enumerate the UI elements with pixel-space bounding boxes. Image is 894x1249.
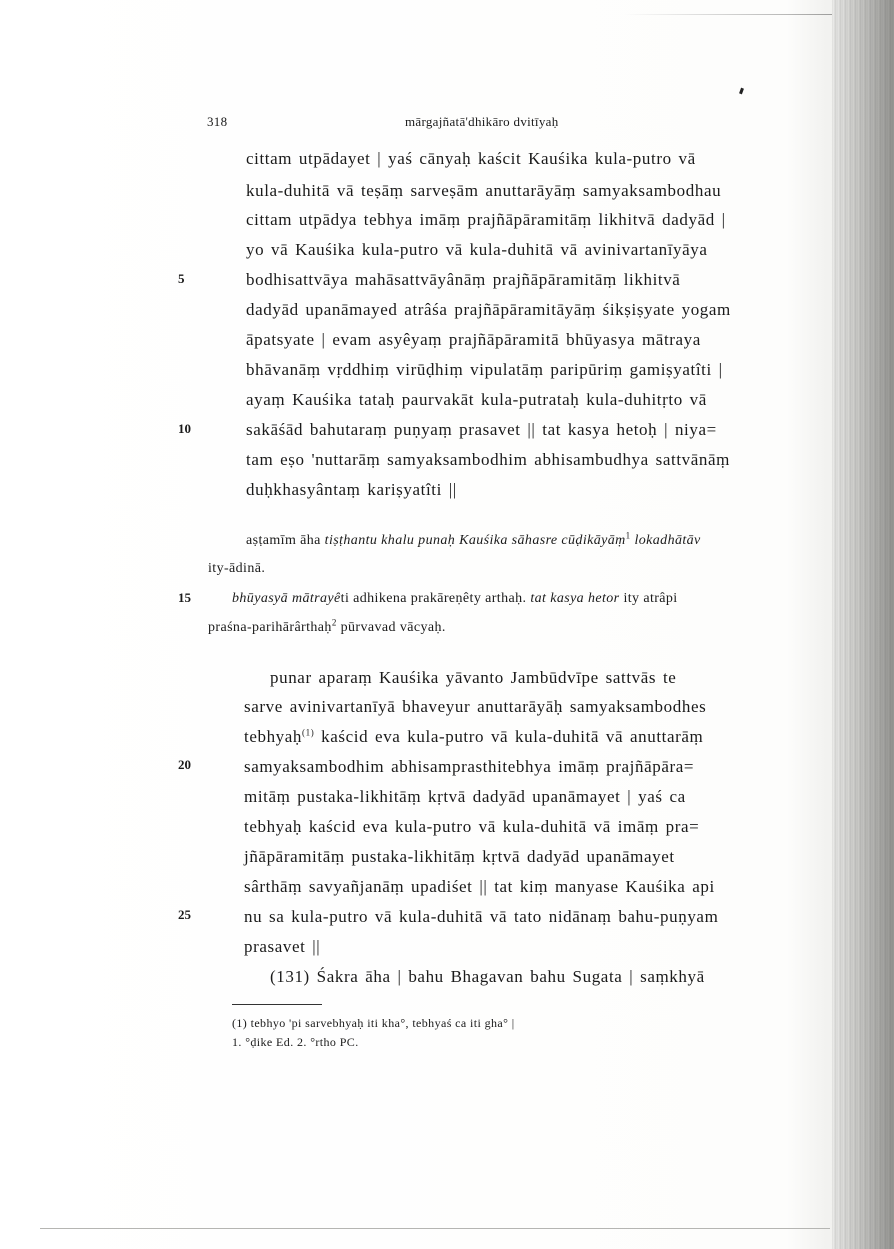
text-line: samyaksambodhim abhisamprasthitebhya imāṃ prajñāpāra= [244, 757, 695, 776]
text-line: cittam utpādya tebhya imāṃ prajñāpāramitāṃ likhitvā dadyād | [246, 210, 726, 229]
text-line: kula-duhitā vā teṣāṃ sarveṣām anuttarāyāṃ samyaksambodhau [246, 181, 722, 200]
text-line: prasavet || [244, 937, 321, 956]
book-binding-edge [832, 0, 894, 1249]
commentary-line: bhūyasyā mātrayêti adhikena prakāreṇêty arthaḥ. tat kasya hetor ity atrâpi [232, 591, 678, 606]
text-line: duḥkhasyântaṃ kariṣyatîti || [246, 480, 457, 499]
line-number: 20 [178, 757, 191, 772]
text-line: jñāpāramitāṃ pustaka-likhitāṃ kṛtvā dadyād upanāmayet [244, 847, 675, 866]
commentary-line: praśna-parihārârthaḥ$^2$ pūrvavad vācyaḥ. [208, 617, 446, 635]
running-head: mārgajñatā'dhikāro dvitīyaḥ [405, 114, 559, 129]
text-line: punar aparaṃ Kauśika yāvanto Jambūdvīpe sattvās te [270, 668, 677, 687]
text-line: cittam utpādayet | yaś cānyaḥ kaścit Kauśika kula-putro vā [246, 149, 696, 168]
text-line: yo vā Kauśika kula-putro vā kula-duhitā vā avinivartanīyāya [246, 240, 708, 259]
commentary-line: aṣṭamīm āha tiṣṭhantu khalu punaḥ Kauśika sāhasre cūḍikāyāṃ$^1$ lokadhātāv [246, 530, 701, 548]
text-line: sakāśād bahutaraṃ puṇyaṃ prasavet || tat kasya hetoḥ | niya= [246, 420, 717, 439]
footnote: 1. °ḍike Ed. 2. °rtho PC. [232, 1035, 359, 1049]
text-line: sarve avinivartanīyā bhaveyur anuttarāyāḥ samyaksambodhes [244, 697, 707, 716]
text-line: āpatsyate | evam asyêyaṃ prajñāpāramitā bhūyasya mātraya [246, 330, 701, 349]
text-line: (131) Śakra āha | bahu Bhagavan bahu Sugata | saṃkhyā [270, 967, 705, 986]
text-line: dadyād upanāmayed atrâśa prajñāpāramitāyāṃ śikṣiṣyate yogam [246, 300, 731, 319]
text-line: nu sa kula-putro vā kula-duhitā vā tato nidānaṃ bahu-puṇyam [244, 907, 719, 926]
text-line: bodhisattvāya mahāsattvāyânāṃ prajñāpāramitāṃ likhitvā [246, 270, 681, 289]
text-line: ayaṃ Kauśika tataḥ paurvakāt kula-putrataḥ kula-duhitṛto vā [246, 390, 707, 409]
text-line: tebhyaḥ kaścid eva kula-putro vā kula-duhitā vā imāṃ pra= [244, 817, 700, 836]
text-line: sârthāṃ savyañjanāṃ upadiśet || tat kiṃ manyase Kauśika api [244, 877, 715, 896]
line-number: 10 [178, 421, 191, 436]
scan-bottom-edge [40, 1228, 830, 1229]
line-number: 5 [178, 271, 185, 286]
commentary-line: ity-ādinā. [208, 561, 266, 576]
page-number: 318 [207, 114, 228, 129]
line-number: 25 [178, 907, 191, 922]
footnote: (1) tebhyo 'pi sarvebhyaḥ iti kha°, tebhyaś ca iti gha° | [232, 1016, 515, 1030]
stray-mark [739, 88, 744, 95]
scan-top-edge [0, 14, 832, 15]
text-line: bhāvanāṃ vṛddhiṃ virūḍhiṃ vipulatāṃ paripūriṃ gamiṣyatîti | [246, 360, 723, 379]
text-line: tebhyaḥ$^{(1)}$ kaścid eva kula-putro vā kula-duhitā vā anuttarāṃ [244, 727, 704, 746]
text-line: tam eṣo 'nuttarāṃ samyaksambodhim abhisambudhya sattvānāṃ [246, 450, 730, 469]
footnote-rule [232, 1004, 322, 1005]
text-line: mitāṃ pustaka-likhitāṃ kṛtvā dadyād upanāmayet | yaś ca [244, 787, 686, 806]
line-number: 15 [178, 590, 191, 605]
